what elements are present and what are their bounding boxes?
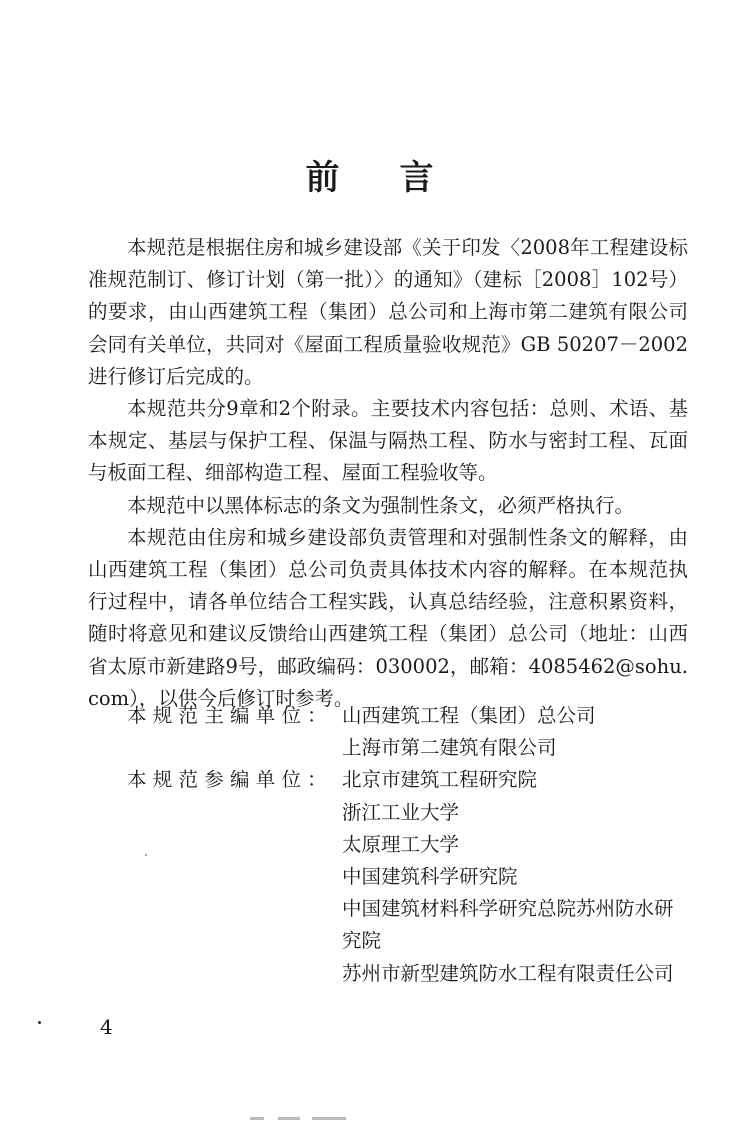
unit-name: 中国建筑科学研究院 (342, 865, 518, 889)
chief-units-label: 本规范主编单位： (127, 704, 333, 727)
preface-body (88, 232, 688, 715)
title-char: 前 (305, 158, 340, 198)
chief-units-list (340, 700, 688, 764)
unit-name: 苏州市新型建筑防水工程有限责任公司 (342, 961, 674, 985)
unit-name: 山西建筑工程（集团）总公司 (342, 704, 596, 727)
paragraph-background: 本规范是根据住房和城乡建设部《关于印发〈2008年工程建设标准规范制订、修订计划（第一批）〉的通知》（建标［2008］102号）的要求，由山西建筑工程（集团）总公司和上海市第二建筑有限公司会同有关单位，共同对《屋面工程质量验收规范》GB 50207－2002进行修订后完成的。 (88, 236, 688, 388)
units-section (88, 700, 688, 990)
scan-smudge (278, 1117, 300, 1120)
paragraph-contents: 本规范共分9章和2个附录。主要技术内容包括：总则、术语、基本规定、基层与保护工程、保温与隔热工程、防水与密封工程、瓦面与板面工程、细部构造工程、屋面工程验收等。 (88, 397, 688, 485)
unit-name: 北京市建筑工程研究院 (342, 768, 538, 792)
page-number: 4 (100, 1015, 113, 1039)
unit-name: 中国建筑材料科学研究总院苏州防水研究院 (342, 897, 674, 953)
scan-speck (145, 854, 147, 856)
participating-units-row (88, 764, 688, 989)
unit-name: 上海市第二建筑有限公司 (342, 736, 557, 760)
participating-units-label: 本规范参编单位： (127, 768, 333, 792)
unit-name: 太原理工大学 (342, 832, 460, 856)
scan-smudge (312, 1117, 346, 1120)
paragraph-management: 本规范由住房和城乡建设部负责管理和对强制性条文的解释，由山西建筑工程（集团）总公司负责具体技术内容的解释。在本规范执行过程中，请各单位结合工程实践，认真总结经验，注意积累资料，随时将意见和建议反馈给山西建筑工程（集团）总公司（地址：山西省太原市新建路9号，邮政编码：030002，邮箱：4085462@sohu.com），以供今后修订时参考。 (88, 525, 688, 710)
participating-units-list (340, 764, 688, 989)
scan-speck (38, 1021, 41, 1024)
chief-units-row (88, 700, 688, 764)
paragraph-mandatory: 本规范中以黑体标志的条文为强制性条文，必须严格执行。 (127, 493, 635, 517)
page-title (0, 150, 739, 199)
title-char: 言 (399, 158, 434, 198)
scan-smudge (250, 1117, 264, 1120)
unit-name: 浙江工业大学 (342, 800, 460, 824)
